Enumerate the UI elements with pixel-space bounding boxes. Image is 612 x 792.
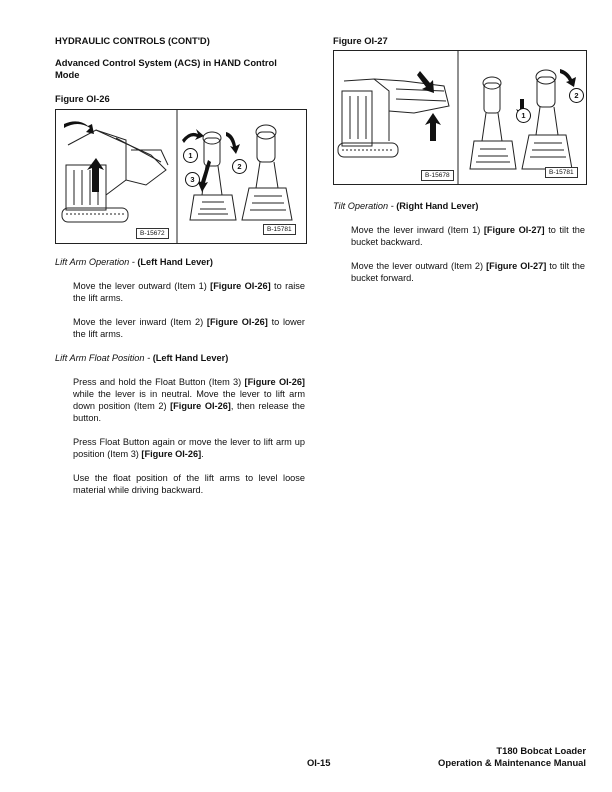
- figure-oi-27-illustration: [334, 51, 586, 184]
- tilt-heading-bold: (Right Hand Lever): [396, 201, 479, 211]
- lift-arm-heading-bold: (Left Hand Lever): [137, 257, 213, 267]
- figure-oi-26: [55, 109, 307, 244]
- figure-code-left: B-15672: [136, 228, 169, 239]
- page-number: OI-15: [307, 757, 331, 768]
- figure-oi-27: [333, 50, 587, 185]
- tilt-backward-paragraph: Move the lever inward (Item 1) [Figure OI-27] to tilt the bucket backward.: [351, 225, 585, 247]
- lift-arm-raise-paragraph: Move the lever outward (Item 1) [Figure OI-26] to raise the lift arms.: [73, 281, 305, 303]
- section-title: HYDRAULIC CONTROLS (CONT'D): [55, 35, 210, 46]
- manual-title-line-1: T180 Bobcat Loader: [496, 745, 586, 756]
- float-press-paragraph: Press and hold the Float Button (Item 3) [Figure OI-26] while the lever is in neutral. Move the lever to lift arm down position (Item 2) [Figure OI-26], then release the button.: [73, 377, 305, 423]
- lift-arm-heading: [55, 256, 213, 268]
- float-heading: [55, 352, 228, 364]
- lift-arm-lower-paragraph: Move the lever inward (Item 2) [Figure OI-26] to lower the lift arms.: [73, 317, 305, 339]
- tilt-forward-paragraph: Move the lever outward (Item 2) [Figure OI-27] to tilt the bucket forward.: [351, 261, 585, 283]
- callout-1: 1: [516, 108, 531, 123]
- float-heading-bold: (Left Hand Lever): [152, 353, 229, 363]
- tilt-heading-text: Tilt Operation -: [333, 201, 397, 211]
- tilt-heading: [333, 200, 478, 212]
- float-level-paragraph: Use the float position of the lift arms to level loose material while driving backward.: [73, 473, 305, 495]
- figure-code-right: B-15781: [545, 167, 578, 178]
- float-release-paragraph: Press Float Button again or move the lever to lift arm up position (Item 3) [Figure OI-26].: [73, 437, 305, 459]
- figure-oi-26-label: Figure OI-26: [55, 93, 110, 104]
- subtitle-line-1: Advanced Control System (ACS) in HAND Control: [55, 57, 277, 68]
- figure-oi-27-label: Figure OI-27: [333, 35, 388, 46]
- figure-code-right: B-15781: [263, 224, 296, 235]
- callout-2: 2: [232, 159, 247, 174]
- figure-code-left: B-15678: [421, 170, 454, 181]
- subtitle-line-2: Mode: [55, 69, 80, 80]
- manual-title-line-2: Operation & Maintenance Manual: [438, 757, 586, 768]
- callout-3: 3: [185, 172, 200, 187]
- float-heading-text: Lift Arm Float Position -: [55, 353, 153, 363]
- callout-1: 1: [183, 148, 198, 163]
- lift-arm-heading-text: Lift Arm Operation -: [55, 257, 138, 267]
- callout-2: 2: [569, 88, 584, 103]
